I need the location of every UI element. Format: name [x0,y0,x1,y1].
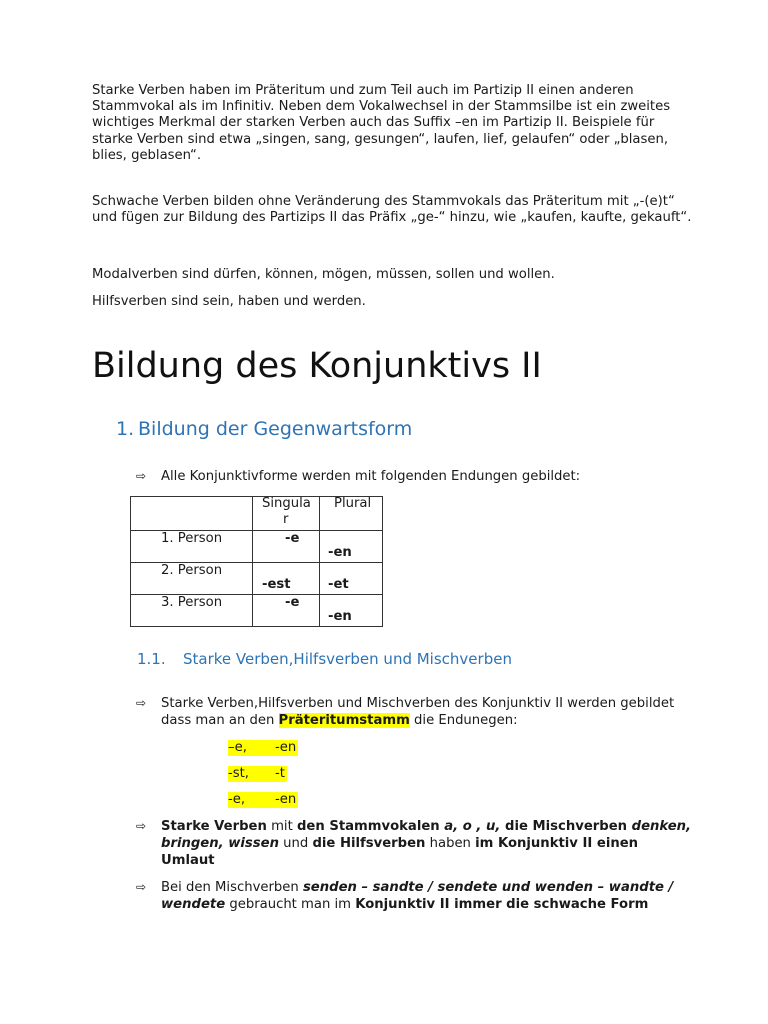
text-run: haben [425,836,476,851]
bullet-mischverben [136,879,696,913]
plural-ending: -en [328,545,352,560]
ending-highlight [228,740,298,756]
heading-bildung-konjunktiv: Bildung des Konjunktivs II [92,346,542,386]
bullet-umlaut [136,818,696,869]
singular-ending: -e [285,531,300,546]
table-cell [320,563,382,594]
header-plural: Plural [334,496,372,511]
arrow-bullet-icon: ⇨ [136,880,147,894]
table-cell [131,563,252,594]
ending-a: -e, [228,792,246,807]
plural-ending: -et [328,577,349,592]
text-run: denken, bringen, wissen [161,819,692,851]
table-cell [253,563,319,594]
table-row [131,563,383,595]
text-run: a, o , u, [444,819,501,834]
text-run: die Hilfsverben [312,836,426,851]
bullet-praeteritumstamm [136,695,696,729]
paragraph-hilfsverben: Hilfsverben sind sein, haben und werden. [92,294,366,309]
heading-starke-verben [137,649,512,669]
arrow-bullet-icon: ⇨ [136,469,147,483]
text-run: senden – sandte / sendete und wenden – wandte / wendete [161,880,674,912]
table-cell [253,595,319,626]
text-run: im Konjunktiv II einen Umlaut [161,836,639,868]
table-row [131,595,383,627]
table-row [131,531,383,563]
arrow-bullet-icon: ⇨ [136,819,147,833]
text-run: die Mischverben [500,819,632,834]
plural-ending: -en [328,609,352,624]
table-row [131,497,383,531]
bullet-text [161,879,696,913]
table-cell [320,497,382,530]
header-singular-a: Singula [262,496,311,511]
ending-line [228,766,287,782]
text-run: Starke Verben [161,819,267,834]
paragraph-modalverben: Modalverben sind dürfen, können, mögen, müssen, sollen und wollen. [92,267,555,282]
arrow-bullet-icon: ⇨ [136,696,147,710]
table-cell [320,595,382,626]
table-cell [131,595,252,626]
text-run: und [278,836,313,851]
heading-number: 1. [116,418,135,440]
bullet-text [161,695,696,729]
bullet-text [161,818,696,869]
table-cell [320,531,382,562]
text-run: mit [266,819,297,834]
paragraph-starke-verben: Starke Verben haben im Präteritum und zum Teil auch im Partizip II einen anderen Stammvokal als im Infinitiv. Neben dem Vokalwechsel in der Stammsilbe ist ein zweites wichtiges Merkmal der starken Verben auch das Suffix –en im Partizip II. Beispiele für starke Verben sind etwa „singen, sang, gesungen“, laufen, lief, gelaufen“ oder „blasen, blies, geblasen“. [92,83,671,163]
ending-highlight [228,766,287,782]
text-run: die Endunegen: [409,713,518,728]
singular-ending: -est [262,577,291,592]
person-label: 2. Person [161,563,223,578]
bullet-text: Alle Konjunktivforme werden mit folgenden Endungen gebildet: [161,469,581,484]
table-cell [253,531,319,562]
heading-number: 1.1. [137,650,166,668]
ending-b: -t [275,766,285,781]
heading-text: Starke Verben,Hilfsverben und Mischverben [183,650,512,668]
table-cell [253,497,319,530]
header-singular-b: r [283,512,289,527]
table-cell [131,497,252,528]
highlight-praeteritumstamm: Präteritumstamm [278,713,410,728]
heading-text: Bildung der Gegenwartsform [138,418,413,440]
text-run: Starke Verben,Hilfsverben und Mischverben des Konjunktiv II werden gebildet dass man an den [161,696,675,728]
paragraph-schwache-verben: Schwache Verben bilden ohne Veränderung des Stammvokals das Präteritum mit „-(e)t“ und fügen zur Bildung des Partizips II das Präfix „ge-“ hinzu, wie „kaufen, kaufte, gekauft“. [92,194,692,226]
ending-line [228,792,298,808]
endings-table [130,496,383,627]
text-run: gebraucht man im [225,897,356,912]
ending-highlight [228,792,298,808]
person-label: 1. Person [161,531,223,546]
heading-gegenwartsform [116,417,412,441]
ending-b: -en [275,740,297,755]
ending-a: –e, [228,740,247,755]
person-label: 3. Person [161,595,223,610]
text-run: Konjunktiv II immer die schwache Form [355,897,649,912]
ending-b: -en [275,792,297,807]
table-cell [131,531,252,562]
text-run: Bei den Mischverben [161,880,303,895]
singular-ending: -e [285,595,300,610]
ending-a: -st, [228,766,249,781]
ending-line [228,740,298,756]
bullet-endungen [136,468,696,485]
text-run: den Stammvokalen [296,819,445,834]
